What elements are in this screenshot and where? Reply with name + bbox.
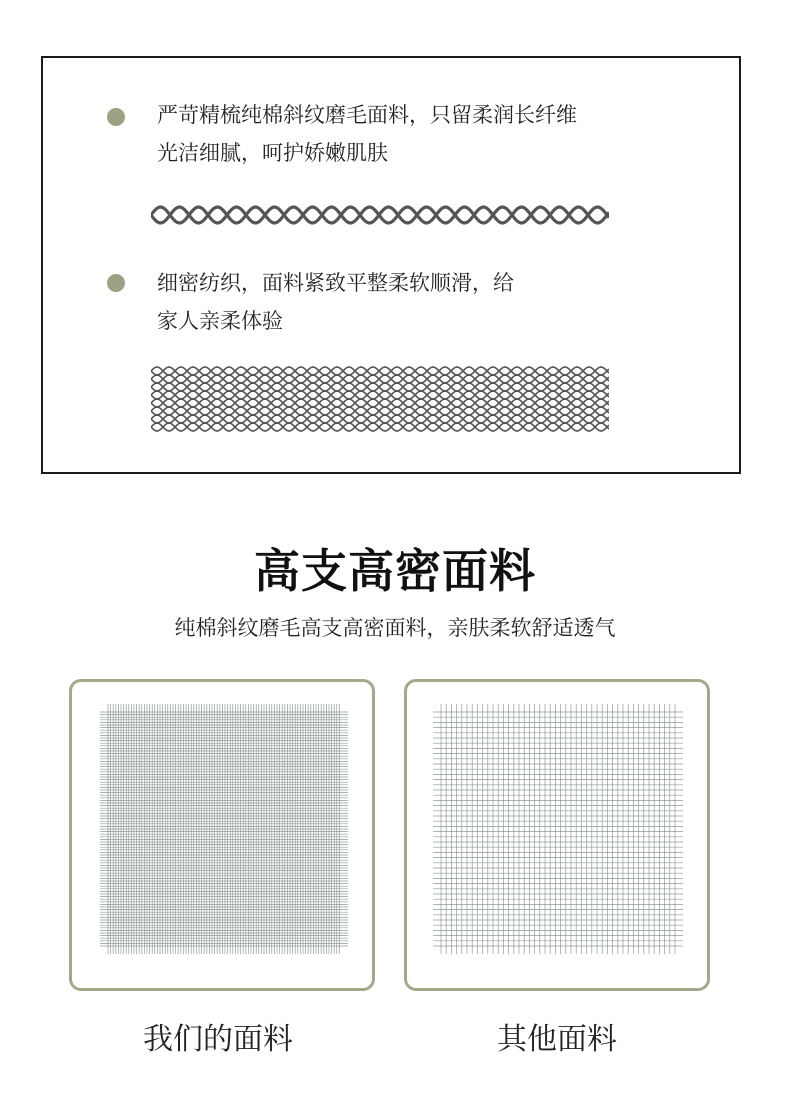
bullet-icon xyxy=(107,274,125,292)
low-density-grid-icon xyxy=(407,682,707,988)
twisted-fiber-icon xyxy=(151,202,609,228)
feature-text-1: 严苛精梳纯棉斜纹磨毛面料，只留柔润长纤维 光洁细腻，呵护娇嫩肌肤 xyxy=(157,103,577,165)
our-fabric-panel xyxy=(69,679,375,991)
bullet-icon xyxy=(107,108,125,126)
section-heading: 高支高密面料 xyxy=(254,544,536,598)
feature-box xyxy=(41,56,741,474)
our-fabric-caption: 我们的面料 xyxy=(143,1022,293,1057)
other-fabric-panel xyxy=(404,679,710,991)
section-subheading: 纯棉斜纹磨毛高支高密面料，亲肤柔软舒适透气 xyxy=(174,616,616,640)
dense-weave-icon xyxy=(151,366,609,432)
other-fabric-caption: 其他面料 xyxy=(497,1022,617,1057)
high-density-grid-icon xyxy=(72,682,372,988)
feature-text-2: 细密纺织，面料紧致平整柔软顺滑，给 家人亲柔体验 xyxy=(157,271,514,333)
